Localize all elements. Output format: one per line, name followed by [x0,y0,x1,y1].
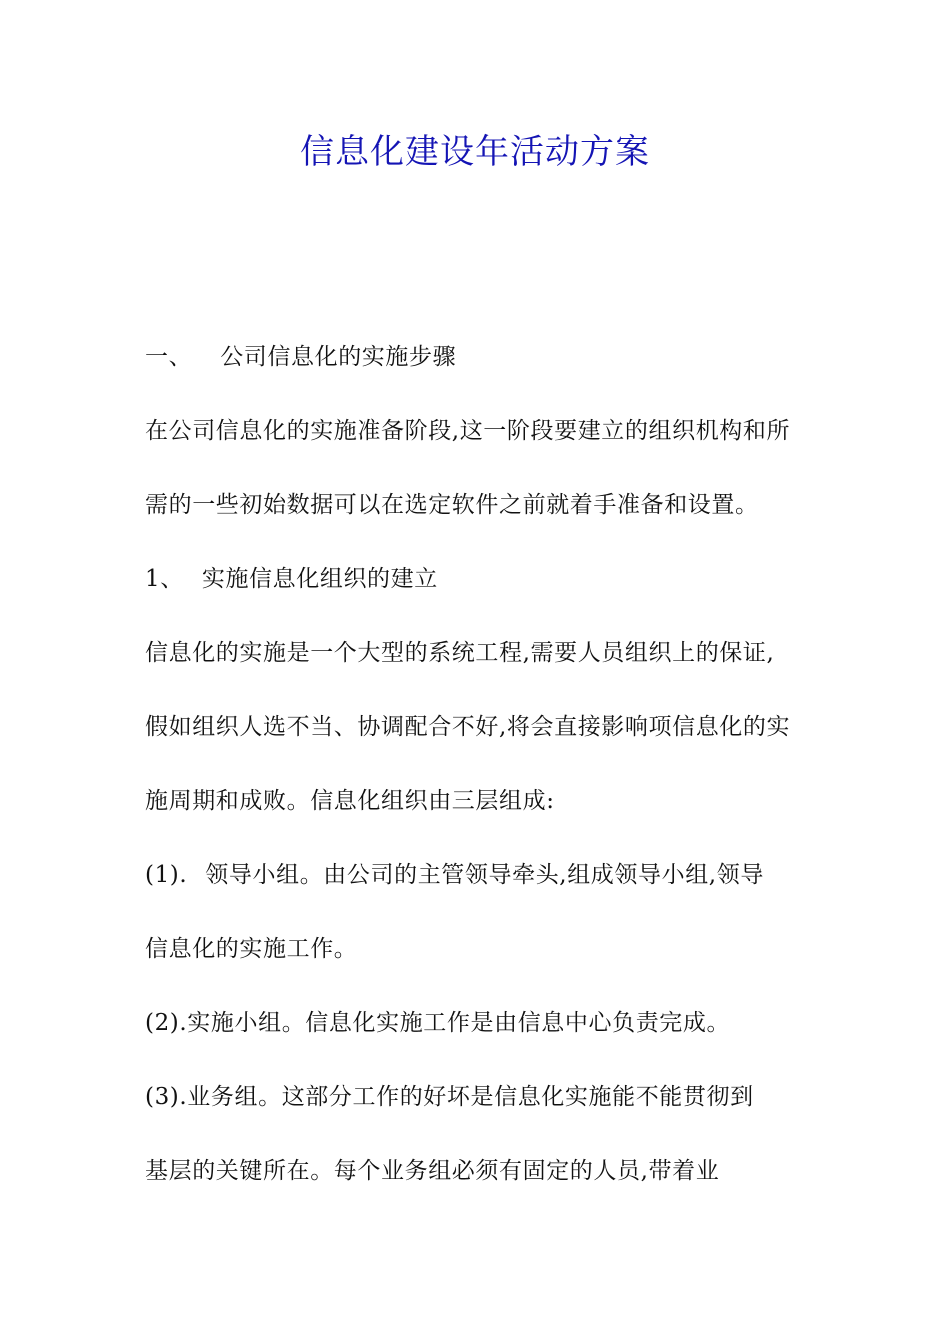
subsection-heading [145,563,815,595]
list-item-number: (1). [145,862,188,888]
paragraph-line: 信息化的实施是一个大型的系统工程,需要人员组织上的保证, [145,640,775,666]
paragraph-line: 在公司信息化的实施准备阶段,这一阶段要建立的组织机构和所 [145,418,791,444]
paragraph-line: 信息化的实施工作。 [145,936,358,962]
section-heading-text: 公司信息化的实施步骤 [220,344,457,370]
paragraph-line: 假如组织人选不当、协调配合不好,将会直接影响项信息化的实 [145,714,791,740]
list-item-1 [145,859,815,891]
list-item-text: 领导小组。由公司的主管领导牵头,组成领导小组,领导 [205,862,764,888]
paragraph-line: 需的一些初始数据可以在选定软件之前就着手准备和设置。 [145,492,759,518]
list-item-2: (2).实施小组。信息化实施工作是由信息中心负责完成。 [145,1010,731,1036]
section-heading [145,341,815,373]
subsection-heading-text: 实施信息化组织的建立 [201,566,438,592]
section-number: 一、 [145,344,193,370]
paragraph-line: 基层的关键所在。每个业务组必须有固定的人员,带着业 [145,1158,720,1184]
list-item-3: (3).业务组。这部分工作的好坏是信息化实施能不能贯彻到 [145,1084,754,1110]
paragraph-line: 施周期和成败。信息化组织由三层组成: [145,788,555,814]
subsection-number: 1、 [145,566,184,592]
document-title: 信息化建设年活动方案 [300,132,650,172]
